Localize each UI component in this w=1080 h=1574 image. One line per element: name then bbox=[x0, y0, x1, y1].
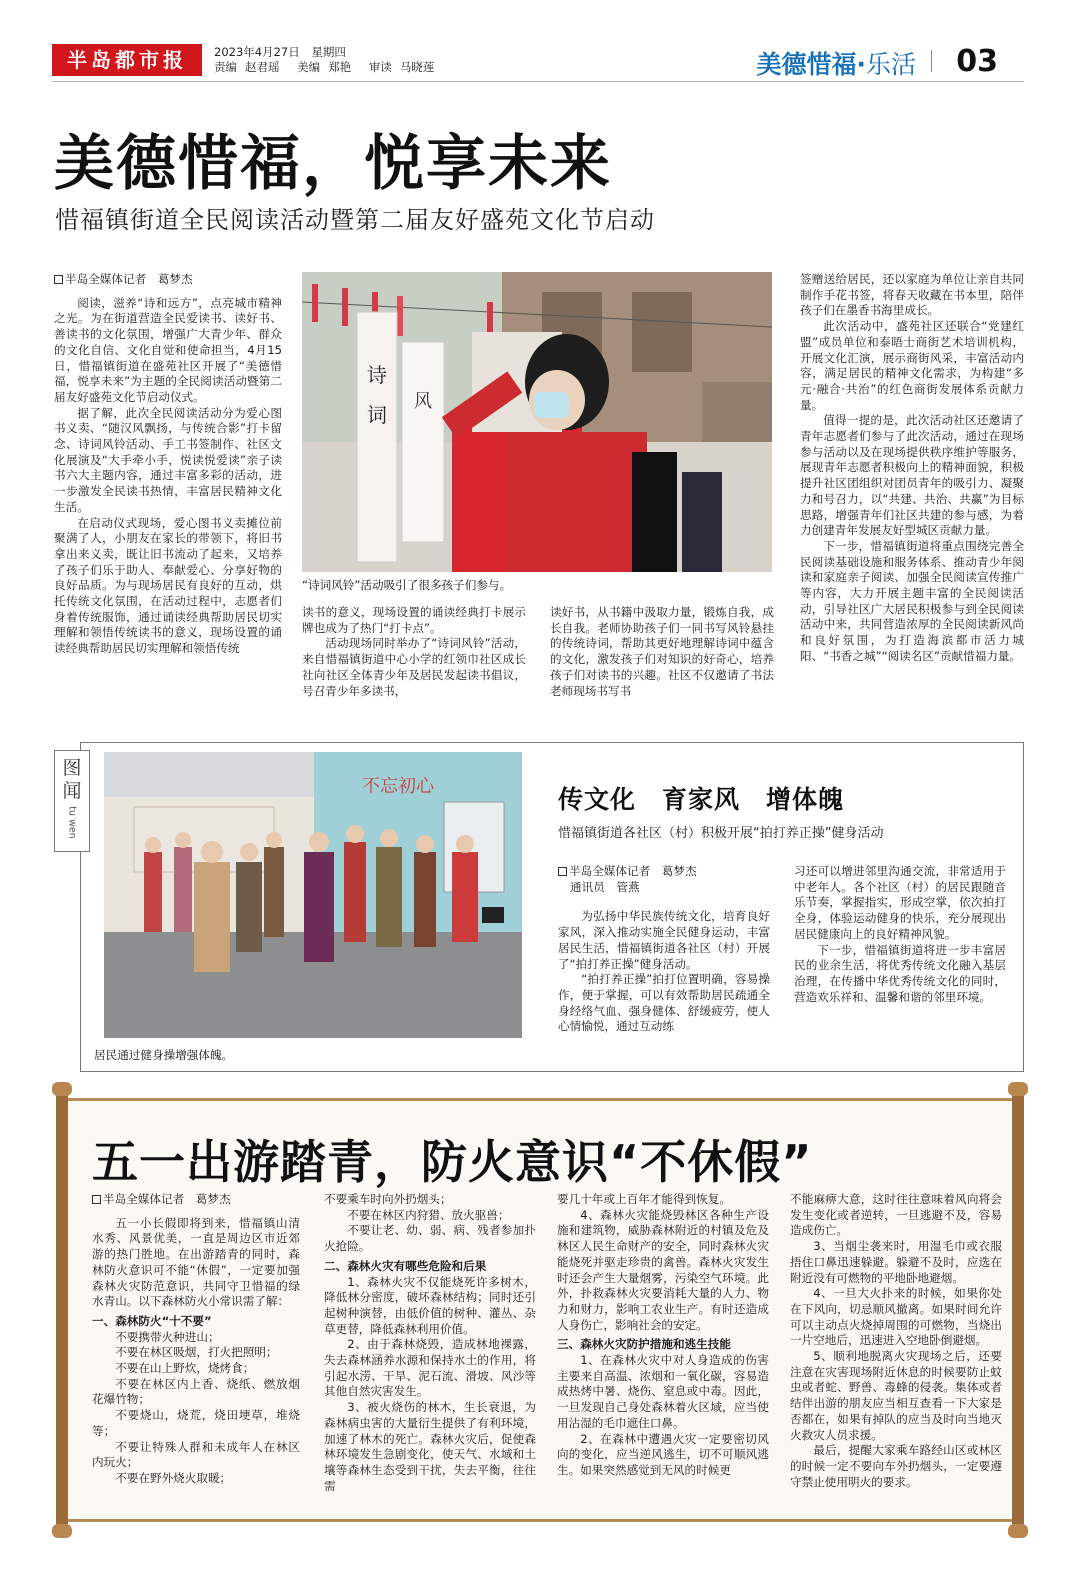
paragraph: 习还可以增进邻里沟通交流，非常适用于中老年人。各个社区（村）的居民跟随音乐节奏，掌握指实，形成空掌，依次拍打全身，体验运动健身的快乐，充分展现出居民健康向上的良好精神风貌。 bbox=[794, 864, 1006, 941]
headline-part: 育家风 bbox=[662, 785, 741, 814]
article2-subheadline: 惜福镇街道各社区（村）积极开展“拍打养正操”健身活动 bbox=[558, 826, 884, 841]
section-heading: 三、森林火灾防护措施和逃生技能 bbox=[557, 1337, 731, 1352]
credit-name: 赵君瑶 bbox=[245, 60, 280, 74]
article1-column-1 bbox=[54, 272, 282, 657]
article2-column-2 bbox=[794, 864, 1006, 1005]
divider bbox=[931, 50, 932, 72]
poetry-windchime-photo bbox=[302, 272, 772, 572]
article1-byline bbox=[54, 272, 282, 288]
paragraph: 4、森林火灾能烧毁林区各种生产设施和建筑物，威胁森林附近的村镇及危及林区人民生命财产的安全，同时森林火灾能烧死并驱走珍贵的禽兽。森林火灾发生时还会产生大量烟雾，污染空气环境。此外，扑救森林火灾要消耗大量的人力、物力和财力，影响工农业生产。有时还造成人身伤亡，影响社会的安定。 bbox=[557, 1207, 769, 1332]
section-heading: 二、森林火灾有哪些危险和后果 bbox=[324, 1258, 487, 1273]
paragraph: 不要烧山，烧荒，烧田埂草，堆烧等； bbox=[92, 1408, 300, 1438]
issue-weekday: 星期四 bbox=[311, 45, 346, 59]
tuwen-tag bbox=[54, 750, 90, 852]
paragraph: 不要乘车时向外扔烟头； bbox=[324, 1192, 452, 1206]
masthead bbox=[52, 42, 1024, 82]
credit-role: 责编 bbox=[214, 60, 237, 74]
paragraph: 阅读，滋养“诗和远方”，点亮城市精神之光。为在街道营造全民爱读书、读好书、善读书的文化氛围，增强广大青少年、群众的文化自信、文化自觉和使命担当，4月15日，惜福镇街道在盛苑社区开展了“美德惜福，悦享未来”为主题的全民阅读活动暨第二届友好盛苑文化节启动仪式。 bbox=[54, 295, 282, 404]
paragraph: 3、被火烧伤的林木，生长衰退，为森林病虫害的大量衍生提供了有利环境，加速了林木的死亡。森林火灾后，促使森林环境发生急剧变化，使天气、水域和土壤等森林生态受到干扰，失去平衡，往往需 bbox=[324, 1400, 536, 1493]
byline-text: 半岛全媒体记者 葛梦杰 bbox=[65, 272, 193, 286]
paragraph: 不要携带火种进山； bbox=[115, 1329, 220, 1344]
paragraph: 不要在林区内上香、烧纸、燃放烟花爆竹物； bbox=[92, 1376, 300, 1407]
section-dot: · bbox=[856, 50, 866, 79]
byline-box-icon bbox=[92, 1195, 101, 1204]
article1-photo bbox=[302, 272, 772, 572]
tuwen-tag-zh: 图闻 bbox=[62, 757, 82, 802]
paragraph: 1、森林火灾不仅能烧死许多树木，降低林分密度，破坏森林结构；同时还引起树种演替，由低价值的树种、灌丛、杂草更替，降低森林利用价值。 bbox=[324, 1274, 536, 1336]
paragraph: 值得一提的是，此次活动社区还邀请了青年志愿者们参与了此次活动，通过在现场参与活动以及在现场提供秩序维护等服务，展现青年志愿者积极向上的精神面貌，积极提升社区团组织对团员青年的吸引力、凝聚力和号召力，以“共建、共治、共赢”为目标思路，增强青年们社区共建的参与感，为着力创建青年发展友好型城区贡献力量。 bbox=[800, 413, 1024, 538]
byline-box-icon bbox=[558, 867, 567, 876]
section-heading: 一、森林防火“十不要” bbox=[92, 1313, 212, 1328]
paragraph: 不要让老、幼、弱、病、残者参加扑火抢险。 bbox=[324, 1223, 536, 1254]
paragraph: 为弘扬中华民族传统文化，培育良好家风，深入推动实施全民健身运动，丰富居民生活，惜福镇街道各社区（村）开展了“拍打养正操”健身活动。 bbox=[558, 909, 770, 971]
headline-part: 增体魄 bbox=[766, 785, 845, 814]
article1-column-2 bbox=[302, 605, 526, 699]
paragraph: 要几十年或上百年才能得到恢复。 bbox=[557, 1192, 731, 1206]
paragraph: 2、由于森林烧毁，造成林地裸露，失去森林涵养水源和保持水土的作用，将引起水涝、干旱、泥石流、滑坡、风沙等其他自然灾害发生。 bbox=[324, 1337, 536, 1399]
byline-text: 半岛全媒体记者 葛梦杰 bbox=[569, 864, 697, 878]
paragraph: 在启动仪式现场，爱心图书义卖摊位前聚满了人，小朋友在家长的带领下，将旧书拿出来义卖，既让旧书流动了起来，又培养了孩子们乐于助人、奉献爱心、分享好物的良好品质。为与现场居民有良好的互动，烘托传统文化氛围，在活动过程中，志愿者们身着传统服饰，通过诵读经典帮助居民切实理解和领悟传统读书的意义，现场设置的诵读经典帮助居民切实理解和领悟传统 bbox=[54, 515, 282, 656]
svg-text:不忘初心: 不忘初心 bbox=[362, 776, 434, 797]
article2-column-1 bbox=[558, 864, 770, 1035]
page-number: 03 bbox=[956, 44, 998, 79]
paragraph: 不能麻痹大意，这时往往意味着风向将会发生变化或者逆转，一旦逃避不及，容易造成伤亡。 bbox=[790, 1192, 1002, 1238]
article1-subheadline: 惜福镇街道全民阅读活动暨第二届友好盛苑文化节启动 bbox=[55, 206, 655, 234]
paragraph: 不要在林区吸烟，打火把照明； bbox=[115, 1345, 278, 1360]
article2-byline-2: 通讯员 管燕 bbox=[570, 879, 640, 894]
paragraph: 不要在山上野炊，烧烤食； bbox=[115, 1361, 255, 1376]
paragraph: 4、一旦大火扑来的时候，如果你处在下风向，切忌顺风撤离。如果时间允许可以主动点火烧掉周围的可燃物，当烧出一片空地后，迅速进入空地卧倒避烟。 bbox=[790, 1286, 1002, 1348]
section-name bbox=[756, 45, 916, 81]
article1-column-4 bbox=[800, 272, 1024, 665]
article1-column-3 bbox=[550, 605, 774, 699]
credit-name: 郑艳 bbox=[328, 60, 352, 74]
article2-photo bbox=[104, 752, 522, 1038]
paragraph: 下一步，惜福镇街道将进一步丰富居民的业余生活，将优秀传统文化融入基层治理，在传播中华优秀传统文化的同时，营造欢乐祥和、温馨和谐的邻里环境。 bbox=[794, 942, 1006, 1004]
article3-headline: 五一出游踏青，防火意识“不休假” bbox=[92, 1135, 813, 1189]
paragraph: “拍打养正操”拍打位置明确，容易操作，便于掌握，可以有效帮助居民疏通全身经络气血、强身健体、舒缓疲劳，使人心情愉悦，通过互动练 bbox=[558, 972, 770, 1034]
newspaper-logo: 半岛都市报 bbox=[52, 44, 202, 76]
article3-column-2 bbox=[324, 1192, 536, 1494]
article1-headline: 美德惜福，悦享未来 bbox=[54, 129, 612, 199]
byline-box-icon bbox=[54, 275, 63, 284]
paragraph: 读书的意义，现场设置的诵读经典打卡展示牌也成为了热门“打卡点”。 bbox=[302, 605, 526, 635]
headline-part: 传文化 bbox=[558, 785, 637, 814]
article2-headline bbox=[558, 780, 844, 816]
article1-photo-caption: “诗词风铃”活动吸引了很多孩子们参与。 bbox=[302, 578, 512, 592]
svg-text:风: 风 bbox=[414, 391, 432, 412]
paragraph: 2、在森林中遭遇火灾一定要密切风向的变化，应当逆风逃生，切不可顺风逃生。如果突然感觉到无风的时候更 bbox=[557, 1431, 769, 1477]
paragraph: 3、当烟尘袭来时，用湿毛巾或衣服捂住口鼻迅速躲避。躲避不及时，应选在附近没有可燃物的平地卧地避烟。 bbox=[790, 1239, 1002, 1285]
paragraph: 不要在野外烧火取暖； bbox=[115, 1470, 232, 1485]
paragraph: 1、在森林火灾中对人身造成的伤害主要来自高温、浓烟和一氧化碳，容易造成热烤中暑、烧伤、窒息或中毒。因此，一旦发现自己身处森林着火区域，应当使用沾湿的毛巾遮住口鼻。 bbox=[557, 1353, 769, 1430]
paragraph: 五一小长假即将到来，惜福镇山清水秀、风景优美，一直是周边区市近郊游的热门胜地。在出游踏青的同时，森林防火意识可不能“休假”，一定要加强森林火灾防范意识，共同守卫惜福的绿水青山。以下森林防火小常识需了解： bbox=[92, 1215, 300, 1309]
section-main: 美德惜福 bbox=[756, 50, 857, 79]
paragraph: 下一步，惜福镇街道将重点围绕完善全民阅读基础设施和服务体系、推动青少年阅读和家庭亲子阅读、加强全民阅读宣传推广等内容，大力开展主题丰富的全民阅读活动，引导社区广大居民积极参与到全民阅读活动中来，共同营造浓厚的全民阅读新风尚和良好氛围，为打造海滨都市活力城阳、“书香之城”“阅读名区”贡献惜福力量。 bbox=[800, 538, 1024, 663]
credit-role: 审读 bbox=[368, 60, 392, 74]
paragraph: 读好书，从书籍中汲取力量，锻炼自我，成长自我。老师协助孩子们一同书写风铃悬挂的传统诗词，帮助其更好地理解诗词中蕴含的文化，激发孩子们对知识的好奇心，培养孩子们对读书的兴趣。社区不仅邀请了书法老师现场书写书 bbox=[550, 605, 774, 698]
svg-text:词: 词 bbox=[367, 403, 387, 427]
tuwen-tag-en: tu wen bbox=[66, 806, 78, 839]
paragraph: 据了解，此次全民阅读活动分为爱心图书义卖、“随汉风飘扬，与传统合影”打卡留念、诗词风铃活动、手工书签制作、社区文化展演及“大手牵小手，悦读悦爱读”亲子读书六大主题内容，通过丰富多彩的活动，进一步激发全民读书热情，丰富居民精神文化生活。 bbox=[54, 405, 282, 514]
article3-column-3 bbox=[557, 1192, 769, 1479]
issue-date: 2023年4月27日 bbox=[214, 45, 300, 59]
article2-photo-caption: 居民通过健身操增强体魄。 bbox=[94, 1048, 234, 1062]
paragraph: 此次活动中，盛苑社区还联合“党建红盟”成员单位和泰晤士商街艺术培训机构，开展文化汇演，展示商街风采，丰富活动内容，满足居民的精神文化需求，为构建“多元·融合·共治”的红色商街发展体系贡献力量。 bbox=[800, 319, 1024, 412]
exercise-photo bbox=[104, 752, 522, 1038]
paragraph: 签赠送给居民，还以家庭为单位让亲自共同制作手花书签，将春天收藏在书本里，陪伴孩子们在墨香书海里成长。 bbox=[800, 272, 1024, 318]
paragraph: 不要让特殊人群和未成年人在林区内玩火； bbox=[92, 1439, 300, 1470]
svg-text:诗: 诗 bbox=[367, 363, 387, 387]
paragraph: 最后，提醒大家乘车路经山区或林区的时候一定不要向车外扔烟头，一定要遵守禁止使用明火的要求。 bbox=[790, 1443, 1002, 1489]
article3-column-4 bbox=[790, 1192, 1002, 1490]
paragraph: 不要在林区内狩猎、放火驱兽； bbox=[347, 1207, 510, 1222]
article3-column-1 bbox=[92, 1192, 300, 1487]
byline-text: 半岛全媒体记者 葛梦杰 bbox=[103, 1192, 231, 1206]
article2-byline bbox=[558, 864, 770, 880]
paragraph: 5、顺利地脱离火灾现场之后，还要注意在灾害现场附近休息的时候要防止蚊虫或者蛇、野兽、毒蜂的侵袭。集体或者结伴出游的朋友应当相互查看一下大家是否都在，如果有掉队的应当及时向当地灭火救灾人员求援。 bbox=[790, 1349, 1002, 1442]
credit-name: 马晓莲 bbox=[399, 60, 435, 74]
article3-byline bbox=[92, 1192, 300, 1208]
credit-role: 美编 bbox=[297, 60, 321, 74]
scroll-rod-left-icon bbox=[56, 1092, 68, 1528]
edition-info bbox=[214, 45, 448, 75]
section-sub: 乐活 bbox=[865, 50, 916, 79]
paragraph: 活动现场同时举办了“诗词风铃”活动，来自惜福镇街道中心小学的红领巾社区成长社向社区全体青少年及居民发起读书倡议，号召青少年多读书， bbox=[302, 636, 526, 698]
scroll-rod-right-icon bbox=[1012, 1092, 1024, 1528]
